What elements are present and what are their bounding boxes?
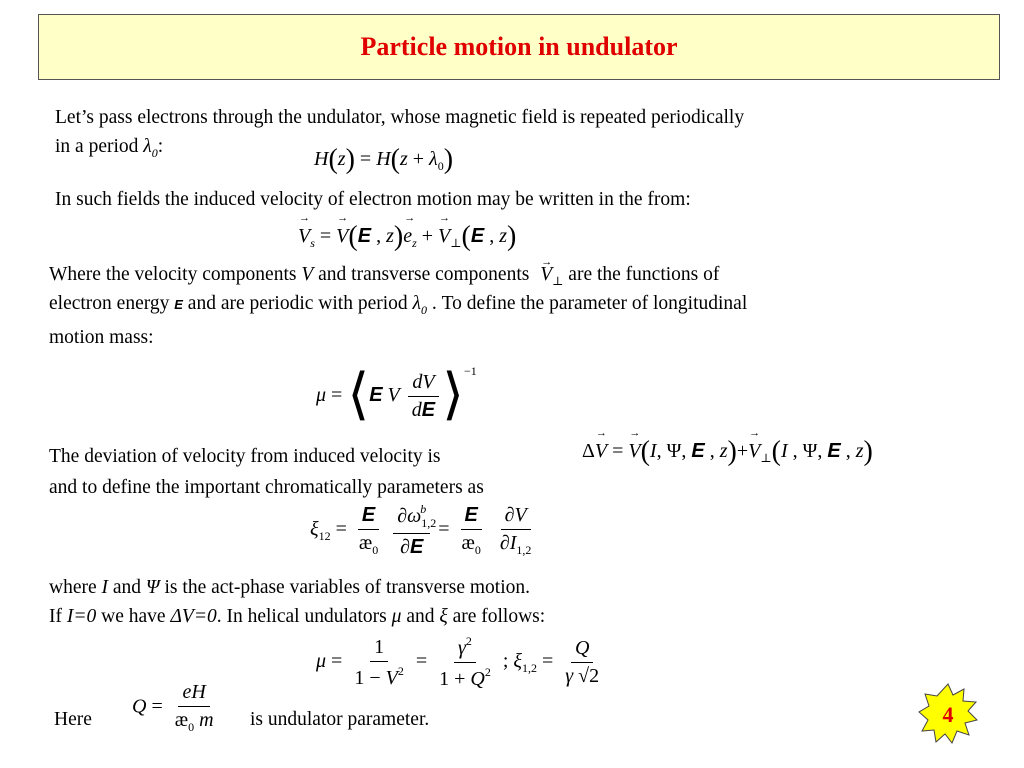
- slide-number-badge: [917, 683, 979, 745]
- equation-induced-velocity: → $V_s$ = → V(E , $z)\to e_z$ + → $V_\perp(E$ , z): [298, 221, 516, 253]
- paragraph-4-line-1: The deviation of velocity from induced velocity is: [49, 446, 441, 467]
- equation-velocity-deviation: Δ→ V = → V(I, Ψ, E , $z)+\to V_\perp(I$ , Ψ, E , z): [582, 436, 873, 468]
- slide-title: Particle motion in undulator: [360, 32, 678, 61]
- paragraph-6-post: is undulator parameter.: [250, 709, 430, 730]
- paragraph-2: In such fields the induced velocity of electron motion may be written in the from:: [55, 189, 691, 210]
- paragraph-3-line-2: electron energy E and are periodic with period $\lambda_0$ . To define the parameter of longitudinal: [49, 293, 748, 317]
- equation-chromatic-parameters: $\xi_{12}$ = $\frac{E}{æ_0}$ $\frac{\partial\omega_{1,2}^b}{\partial E}$ = $\frac{E}{æ_0}$ $\frac{\partial V}{\partial I_{1,2}}$: [310, 502, 532, 558]
- slide-number: 4: [942, 702, 954, 727]
- title-box: [38, 14, 1000, 80]
- paragraph-6-here: Here: [54, 709, 92, 730]
- equation-undulator-parameter: Q = $\frac{eH}{æ_0 m}$: [132, 681, 214, 734]
- paragraph-1-line-2: in a period $\lambda_0$:: [55, 136, 164, 160]
- paragraph-5-line-2: If I=0 we have ΔV=0. In helical undulators μ and ξ are follows:: [49, 606, 546, 627]
- paragraph-5-line-1: where I and Ψ is the act-phase variables of transverse motion.: [49, 577, 531, 598]
- equation-periodic-field: $H(z) = H(z + \lambda_0)$: [314, 144, 454, 175]
- paragraph-1-line-1: Let’s pass electrons through the undulator, whose magnetic field is repeated periodically: [55, 107, 745, 128]
- equation-mass-parameter: μ = ⟨E V $\frac{dV}{dE}$ ⟩$^{-1}$: [316, 364, 477, 426]
- paragraph-4-line-2: and to define the important chromatically parameters as: [49, 477, 484, 498]
- paragraph-3-line-3: motion mass:: [49, 327, 154, 348]
- equation-helical-undulator: μ = $\frac{1}{1 - V^2}$ = $\frac{\gamma^2}{1 + Q^2}$ ; $\xi_{1,2}$ = $\frac{Q}{\gamma √2}$: [316, 634, 600, 690]
- paragraph-3-line-1: Where the velocity components V and transverse components → $V_\perp$ are the functions of: [49, 261, 719, 295]
